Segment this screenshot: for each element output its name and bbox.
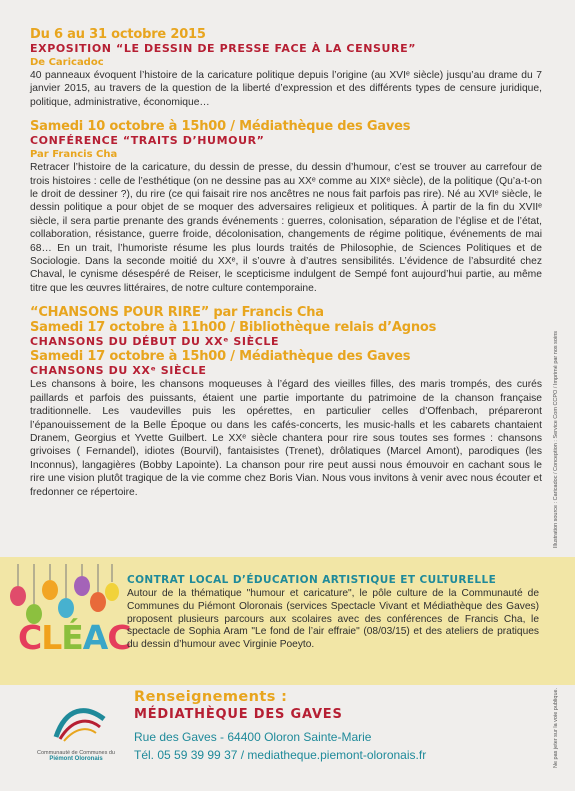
side-note: Ne pas jeter sur la voie publique. bbox=[553, 687, 559, 768]
ccpo-logo-line2: Piémont Oloronais bbox=[49, 756, 103, 762]
event2-title: CONFÉRENCE “TRAITS D’HUMOUR” bbox=[30, 134, 265, 148]
event3-date1: Samedi 17 octobre à 11h00 / Bibliothèque relais d’Agnos bbox=[30, 320, 437, 336]
info-title: Renseignements : bbox=[134, 689, 288, 705]
cleac-title: CONTRAT LOCAL D’ÉDUCATION ARTISTIQUE ET CULTURELLE bbox=[127, 574, 497, 586]
events-section bbox=[30, 27, 542, 499]
cleac-description: Autour de la thématique "humour et caricature", le pôle culture de la Communauté de Communes du Piémont Oloronais (services Spectacle Vivant et Médiathèque des Gaves) proposent plusieurs parcours aux scolaires avec des conférences de Francis Cha, le spectacle de Sophia Aram "Le fond de l’air effraie" (08/03/15) et des ateliers de pratiques du dessin d’humour avec Virginie Poeyto. bbox=[127, 588, 539, 651]
event3-subtitle2: CHANSONS DU XXᵉ SIÈCLE bbox=[30, 364, 207, 378]
ccpo-logo-mark bbox=[26, 697, 126, 745]
cleac-letter-c2: C bbox=[107, 618, 131, 657]
ccpo-logo bbox=[26, 697, 126, 767]
event3-description: Les chansons à boire, les chansons moqueuses à l’égard des vieilles filles, des maris trompés, des curés paillards et parfois des puissants, étaient une partie importante du patrimoine de la chanson française traditionnelle. Les vaudevilles puis les opérettes, en particulier celles d’Offenbach, prépareront l’épanouissement de la Belle Époque ou dans les cafés-concerts, les music-halls et les cabarets chantaient Dranem, Georgius et Yvette Guilbert. Le XXᵉ siècle chantera pour rire sous toutes ses formes : chansons grivoises ( Fernandel), idiotes (Bourvil), fantaisistes (Trenet), drôlatiques (Marcel Amont), parodiques (les Inconnus), langagières (Bobby Lapointe). La chanson pour rire peut aussi nous émouvoir en cachant sous le rire une vision plutôt tragique de la vie comme chez Boris Vian. Nous vous invitons à venir avec nous écouter et fredonner ce répertoire. bbox=[30, 379, 542, 498]
cleac-letter-e: É bbox=[61, 618, 83, 657]
cleac-logo bbox=[18, 618, 131, 657]
event2-author: Par Francis Cha bbox=[30, 149, 118, 161]
event2-description: Retracer l’histoire de la caricature, du dessin de presse, du dessin d’humour, c’est se trouver au carrefour de trois histoires : celle de l’esthétique (on ne dessine pas au XXᵉ comme au XIXᵉ siècle), de la politique (Qu’a-t-on le droit de dessiner ?), du rire (ce qui faisait rire nos ancêtres ne nous fait parfois pas rire). Né au XVIᵉ siècle, le dessin politique a pour objet de se moquer des adversaires religieux et politiques. À partir de la fin du XVIIᵉ siècle, il sera partie prenante des grands événements : guerres, colonisation, séparation de l’église et de l’état, collaboration, résistance, guerre froide, décolonisation, changements de régime politique, événements de mai 68… En un trait, l’humoriste résume les plus lourds traités de Philosophie, de Sciences Politiques et de Sociologie. Dans la seconde moitié du XXᵉ, il s’ouvre à d’autres sensibilités. L’évidence de l’absurdité chez Chaval, le cynisme désespéré de Reiser, le scepticisme indulgent de Sempé font aujourd’hui partie, au même titre que les œuvres littéraires, de notre culture contemporaine. bbox=[30, 162, 542, 294]
ccpo-logo-line1: Communauté de Communes du bbox=[37, 750, 115, 756]
event1-description: 40 panneaux évoquent l’histoire de la caricature politique depuis l’origine (au XVIᵉ siècle) jusqu’au drame du 7 janvier 2015, au travers de la question de la liberté d’expression et des différents types de censure juridique, politique, administrative, économique… bbox=[30, 70, 542, 108]
event2-date: Samedi 10 octobre à 15h00 / Médiathèque des Gaves bbox=[30, 119, 411, 135]
event1-author: De Caricadoc bbox=[30, 57, 104, 68]
cleac-letter-l: L bbox=[41, 618, 62, 657]
event1-title: EXPOSITION “LE DESSIN DE PRESSE FACE À LA CENSURE” bbox=[30, 42, 417, 55]
side-credit: Illustration source : Caricadoc / Conception : Service Com CCPO / Imprimé par nos soins bbox=[553, 330, 559, 548]
info-contact[interactable]: Tél. 05 59 39 99 37 / mediatheque.piemont-oloronais.fr bbox=[134, 748, 427, 762]
event3-date2: Samedi 17 octobre à 15h00 / Médiathèque des Gaves bbox=[30, 349, 411, 365]
info-venue: MÉDIATHÈQUE DES GAVES bbox=[134, 707, 343, 722]
cleac-letter-a: A bbox=[82, 618, 108, 657]
event1-date: Du 6 au 31 octobre 2015 bbox=[30, 27, 206, 42]
event3-title: “CHANSONS POUR RIRE” par Francis Cha bbox=[30, 305, 324, 321]
info-address: Rue des Gaves - 64400 Oloron Sainte-Marie bbox=[134, 730, 372, 744]
cleac-letter-c1: C bbox=[18, 618, 42, 657]
event3-subtitle1: CHANSONS DU DÉBUT DU XXᵉ SIÈCLE bbox=[30, 335, 280, 349]
